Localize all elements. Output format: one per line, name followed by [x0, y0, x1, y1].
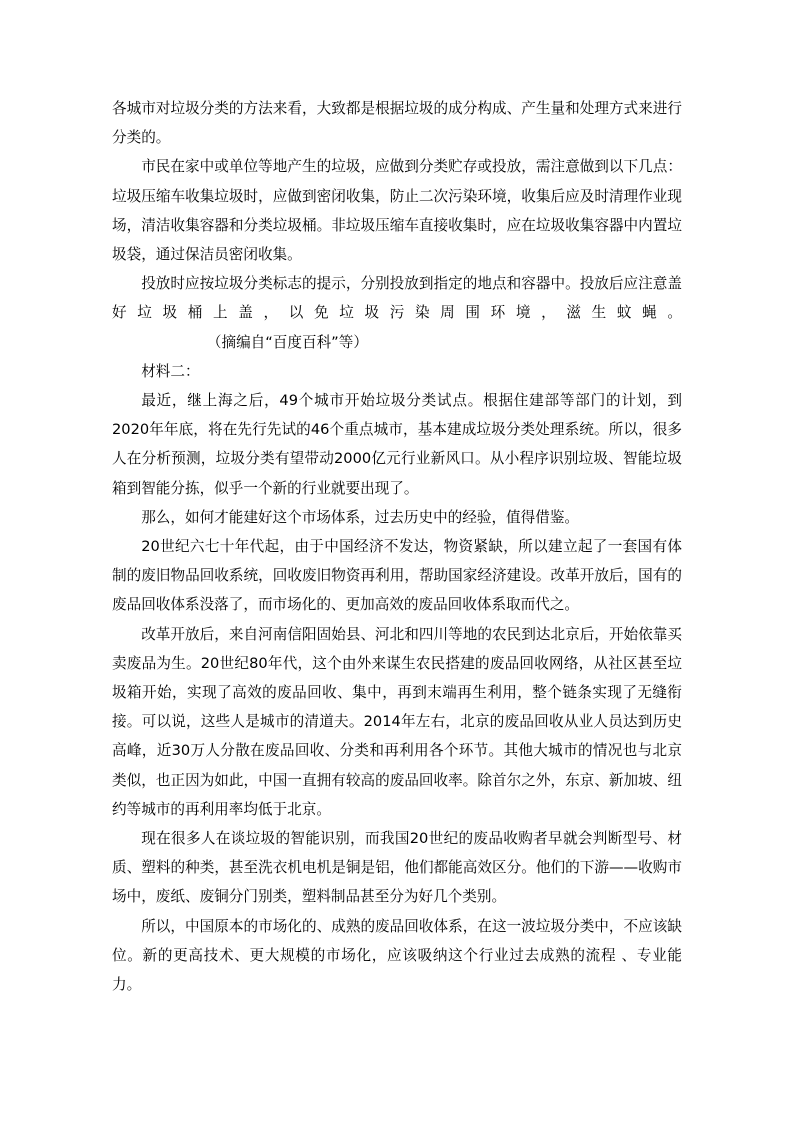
paragraph-7-text: 20世纪六七十年代起，由于中国经济不发达，物资紧缺，所以建立起了一套国有体制的废旧物品回收系统，回收废旧物资再利用，帮助国家经济建设。改革开放后，国有的废品回收体系没落了，而市场化的、更加高效的废品回收体系取而代之。 — [112, 538, 682, 614]
paragraph-2-text: 市民在家中或单位等地产生的垃圾，应做到分类贮存或投放，需注意做到以下几点：垃圾压缩车收集垃圾时，应做到密闭收集，防止二次污染环境，收集后应及时清理作业现场，清洁收集容器和分类垃圾桶。非垃圾压缩车直接收集时，应在垃圾收集容器中内置垃圾袋，通过保洁员密闭收集。 — [112, 158, 682, 264]
paragraph-2 — [112, 152, 682, 269]
document-body — [112, 94, 682, 999]
paragraph-3-text: 投放时应按垃圾分类标志的提示，分别投放到指定的地点和容器中。投放后应注意盖好垃圾桶上盖，以免垃圾污染周围环境，滋生蚊蝇。 — [112, 275, 682, 322]
source-citation: （摘编自“百度百科”等） — [206, 333, 368, 351]
paragraph-8-text: 改革开放后，来自河南信阳固始县、河北和四川等地的农民到达北京后，开始依靠买卖废品为生。20世纪80年代，这个由外来谋生农民搭建的废品回收网络，从社区甚至垃圾箱开始，实现了高效的废品回收、集中，再到末端再生利用，整个链条实现了无缝衔接。可以说，这些人是城市的清道夫。2014年左右，北京的废品回收从业人员达到历史高峰，近30万人分散在废品回收、分类和再利用各个环节。其他大城市的情况也与北京类似，也正因为如此，中国一直拥有较高的废品回收率。除首尔之外，东京、新加坡、纽约等城市的再利用率均低于北京。 — [112, 625, 682, 818]
paragraph-10-text: 所以，中国原本的市场化的、成熟的废品回收体系，在这一波垃圾分类中，不应该缺位。新的更高技术、更大规模的市场化，应该吸纳这个行业过去成熟的流程 、专业能力。 — [112, 917, 682, 994]
paragraph-9 — [112, 824, 682, 912]
paragraph-6-text: 那么，如何才能建好这个市场体系，过去历史中的经验，值得借鉴。 — [141, 508, 580, 526]
paragraph-10 — [112, 912, 682, 1000]
paragraph-3 — [112, 269, 682, 357]
paragraph-1-text: 各城市对垃圾分类的方法来看，大致都是根据垃圾的成分构成、产生量和处理方式来进行分类的。 — [112, 100, 682, 147]
paragraph-6 — [112, 503, 682, 532]
paragraph-7 — [112, 532, 682, 620]
paragraph-8 — [112, 620, 682, 824]
section-heading-text: 材料二： — [141, 362, 200, 380]
paragraph-1 — [112, 94, 682, 152]
paragraph-5-text: 最近，继上海之后，49个城市开始垃圾分类试点。根据住建部等部门的计划，到2020年年底，将在先行先试的46个重点城市，基本建成垃圾分类处理系统。所以，很多人在分析预测，垃圾分类有望带动2000亿元行业新风口。从小程序识别垃圾、智能垃圾箱到智能分拣，似乎一个新的行业就要出现了。 — [112, 392, 682, 497]
paragraph-5 — [112, 386, 682, 503]
section-heading-material-2 — [112, 357, 682, 386]
paragraph-9-text: 现在很多人在谈垃圾的智能识别，而我国20世纪的废品收购者早就会判断型号、材质、塑料的种类，甚至洗衣机电机是铜是铝，他们都能高效区分。他们的下游——收购市场中，废纸、废铜分门别类，塑料制品甚至分为好几个类别。 — [112, 830, 682, 906]
